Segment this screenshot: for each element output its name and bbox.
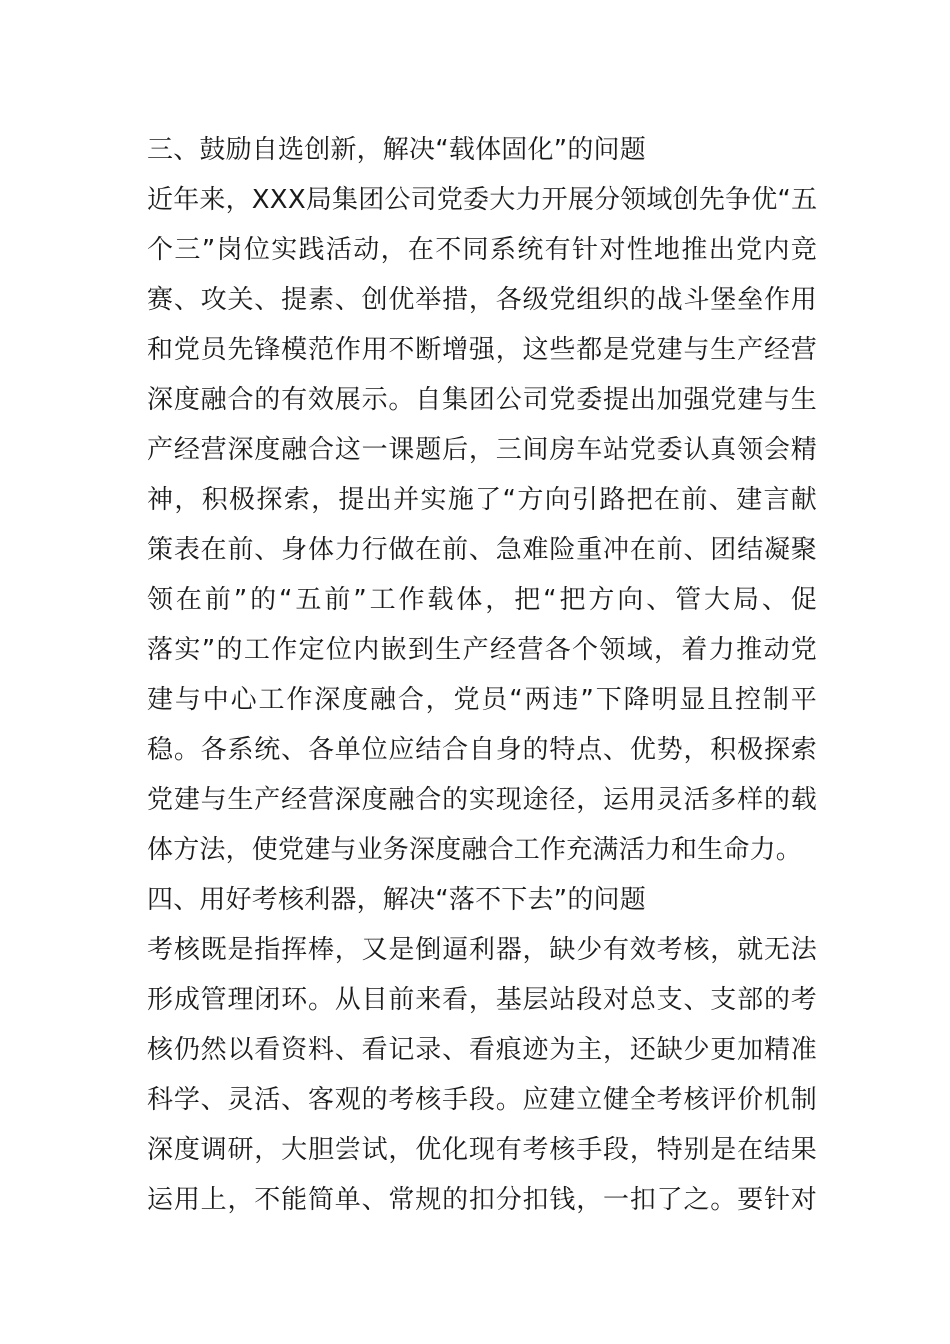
paragraph-line: 建与中心工作深度融合，党员“两违”下降明显且控制平 bbox=[147, 685, 817, 715]
paragraph-line: 神，积极探索，提出并实施了“方向引路把在前、建言献 bbox=[147, 485, 817, 515]
paragraph-line: 产经营深度融合这一课题后，三间房车站党委认真领会精 bbox=[147, 435, 817, 465]
paragraph-line: 稳。各系统、各单位应结合自身的特点、优势，积极探索 bbox=[147, 735, 817, 765]
paragraph-line: 领在前”的“五前”工作载体，把“把方向、管大局、促 bbox=[147, 585, 817, 615]
paragraph-line: 和党员先锋模范作用不断增强，这些都是党建与生产经营 bbox=[147, 335, 817, 365]
section-heading-3: 三、鼓励自选创新，解决“载体固化”的问题 bbox=[147, 135, 646, 165]
section-heading-4: 四、用好考核利器，解决“落不下去”的问题 bbox=[147, 885, 646, 915]
paragraph-line: 赛、攻关、提素、创优举措，各级党组织的战斗堡垒作用 bbox=[147, 285, 817, 315]
paragraph-line: 落实”的工作定位内嵌到生产经营各个领域，着力推动党 bbox=[147, 635, 817, 665]
paragraph-line: 核仍然以看资料、看记录、看痕迹为主，还缺少更加精准 bbox=[147, 1035, 817, 1065]
paragraph-line: 科学、灵活、客观的考核手段。应建立健全考核评价机制 bbox=[147, 1085, 817, 1115]
paragraph-line: 运用上，不能简单、常规的扣分扣钱，一扣了之。要针对 bbox=[147, 1185, 817, 1215]
paragraph-line: 近年来，XXX局集团公司党委大力开展分领域创先争优“五 bbox=[147, 185, 818, 215]
paragraph-line: 策表在前、身体力行做在前、急难险重冲在前、团结凝聚 bbox=[147, 535, 817, 565]
paragraph-line: 深度调研，大胆尝试，优化现有考核手段，特别是在结果 bbox=[147, 1135, 817, 1165]
paragraph-line: 党建与生产经营深度融合的实现途径，运用灵活多样的载 bbox=[147, 785, 817, 815]
paragraph-line-last: 体方法，使党建与业务深度融合工作充满活力和生命力。 bbox=[147, 835, 803, 865]
paragraph-line: 考核既是指挥棒，又是倒逼利器，缺少有效考核，就无法 bbox=[147, 935, 817, 965]
paragraph-line: 深度融合的有效展示。自集团公司党委提出加强党建与生 bbox=[147, 385, 817, 415]
paragraph-line: 形成管理闭环。从目前来看，基层站段对总支、支部的考 bbox=[147, 985, 817, 1015]
paragraph-line: 个三”岗位实践活动，在不同系统有针对性地推出党内竞 bbox=[147, 235, 817, 265]
